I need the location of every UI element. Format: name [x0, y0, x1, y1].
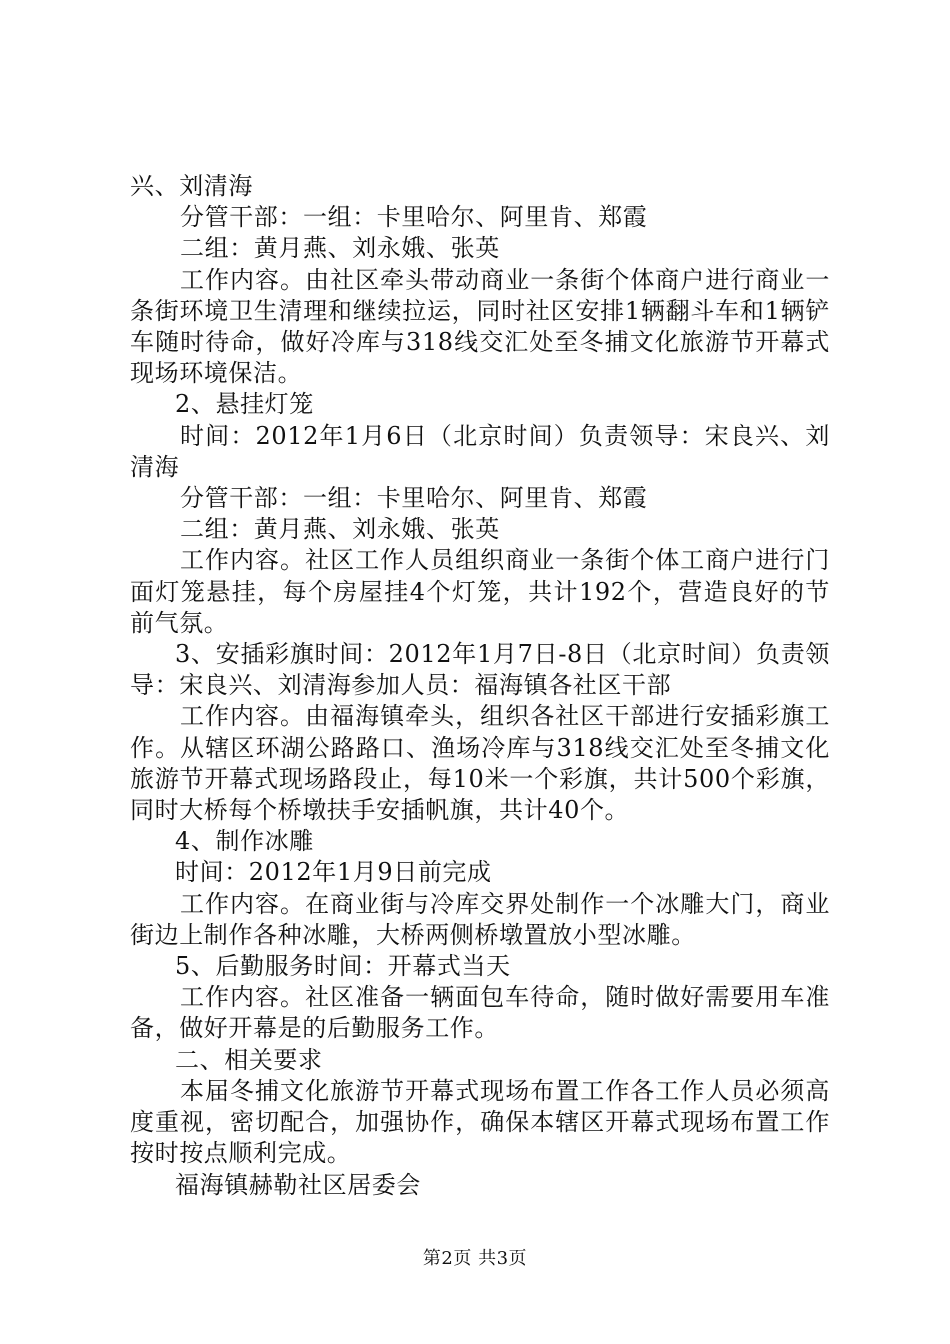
paragraph: 2、悬挂灯笼: [175, 390, 314, 419]
paragraph: 本届冬捕文化旅游节开幕式现场布置工作各工作人员必须高度重视，密切配合，加强协作，确保本辖区开幕式现场布置工作按时按点顺利完成。: [130, 1076, 830, 1168]
paragraph: 工作内容。社区工作人员组织商业一条街个体工商户进行门面灯笼悬挂，每个房屋挂4个灯笼，共计192个，营造良好的节前气氛。: [130, 546, 830, 637]
paragraph: 分管干部：一组：卡里哈尔、阿里肯、郑霞: [180, 484, 648, 513]
paragraph: 3、安插彩旗时间：2012年1月7日-8日（北京时间）负责领导：宋良兴、刘清海参加人员：福海镇各社区干部: [130, 640, 830, 700]
paragraph: 工作内容。社区准备一辆面包车待命，随时做好需要用车准备，做好开幕是的后勤服务工作。: [130, 983, 830, 1043]
paragraph: 福海镇赫勒社区居委会: [175, 1170, 421, 1199]
paragraph: 时间：2012年1月6日（北京时间）负责领导：宋良兴、刘清海: [130, 421, 830, 481]
paragraph: 时间：2012年1月9日前完成: [175, 858, 492, 887]
paragraph: 工作内容。由社区牵头带动商业一条街个体商户进行商业一条街环境卫生清理和继续拉运，同时社区安排1辆翻斗车和1辆铲车随时待命，做好冷库与318线交汇处至冬捕文化旅游节开幕式现场环境保洁。: [130, 265, 830, 388]
paragraph: 兴、刘清海: [130, 172, 253, 200]
paragraph: 4、制作冰雕: [175, 827, 314, 856]
paragraph: 二组：黄月燕、刘永娥、张英: [180, 234, 500, 263]
paragraph: 工作内容。由福海镇牵头，组织各社区干部进行安插彩旗工作。从辖区环湖公路路口、渔场冷库与318线交汇处至冬捕文化旅游节开幕式现场路段止，每10米一个彩旗，共计500个彩旗，同时大桥每个桥墩扶手安插帆旗，共计40个。: [130, 702, 830, 825]
paragraph: 分管干部：一组：卡里哈尔、阿里肯、郑霞: [180, 203, 648, 232]
paragraph: 二组：黄月燕、刘永娥、张英: [180, 515, 500, 544]
paragraph: 5、后勤服务时间：开幕式当天: [175, 952, 511, 981]
paragraph: 工作内容。在商业街与冷库交界处制作一个冰雕大门，商业街边上制作各种冰雕，大桥两侧桥墩置放小型冰雕。: [130, 889, 830, 949]
paragraph: 二、相关要求: [175, 1045, 323, 1074]
document-body: [130, 171, 830, 1201]
page-footer: 第2页 共3页: [422, 1248, 528, 1269]
